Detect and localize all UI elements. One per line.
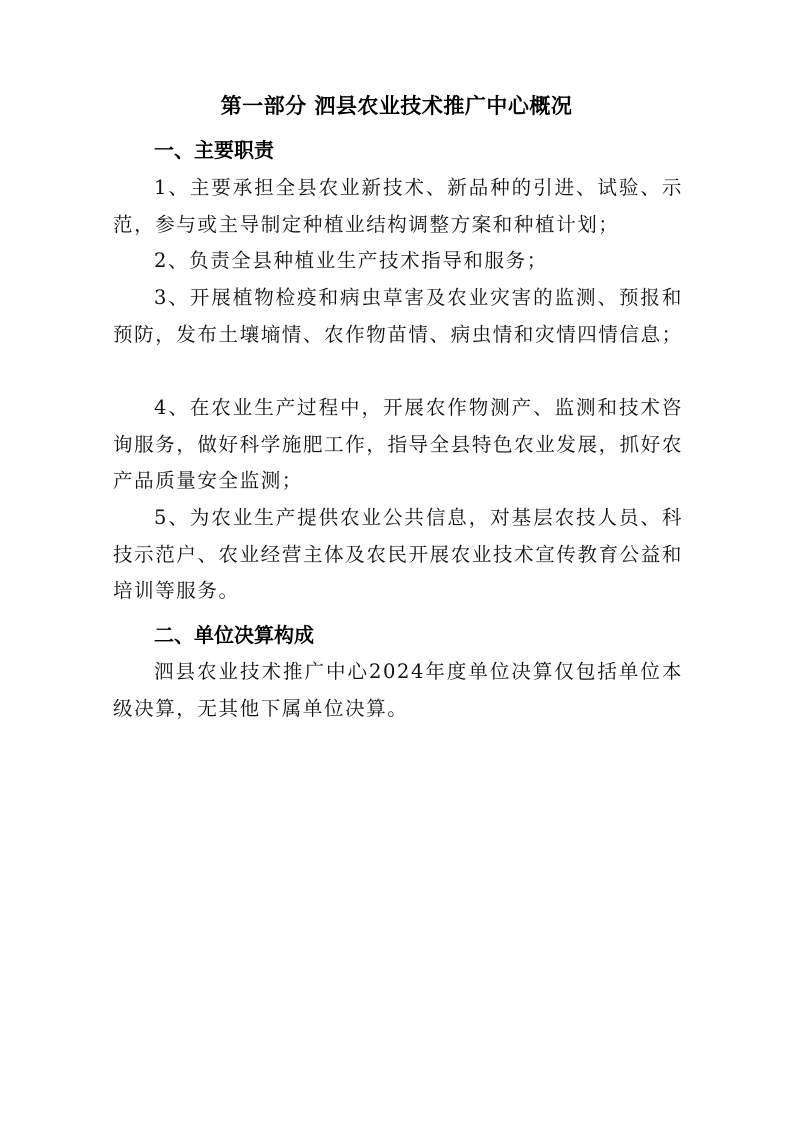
paragraph-duty-5: 5、为农业生产提供农业公共信息，对基层农技人员、科技示范户、农业经营主体及农民开展农业技术宣传教育公益和培训等服务。 [113, 506, 683, 602]
paragraph-duty-3: 3、开展植物检疫和病虫草害及农业灾害的监测、预报和预防，发布土壤墒情、农作物苗情、病虫情和灾情四情信息； [113, 286, 683, 346]
paragraph-duty-1: 1、主要承担全县农业新技术、新品种的引进、试验、示范，参与或主导制定种植业结构调整方案和种植计划； [113, 176, 683, 236]
paragraph-duty-4: 4、在农业生产过程中，开展农作物测产、监测和技术咨询服务，做好科学施肥工作，指导全县特色农业发展，抓好农产品质量安全监测； [113, 396, 683, 492]
paragraph-duty-2: 2、负责全县种植业生产技术指导和服务； [154, 249, 548, 272]
paragraph-composition: 泗县农业技术推广中心2024年度单位决算仅包括单位本级决算，无其他下属单位决算。 [113, 660, 683, 720]
page-title: 第一部分 泗县农业技术推广中心概况 [220, 94, 573, 118]
section-heading-composition: 二、单位决算构成 [154, 623, 314, 647]
section-heading-duties: 一、主要职责 [154, 138, 274, 162]
